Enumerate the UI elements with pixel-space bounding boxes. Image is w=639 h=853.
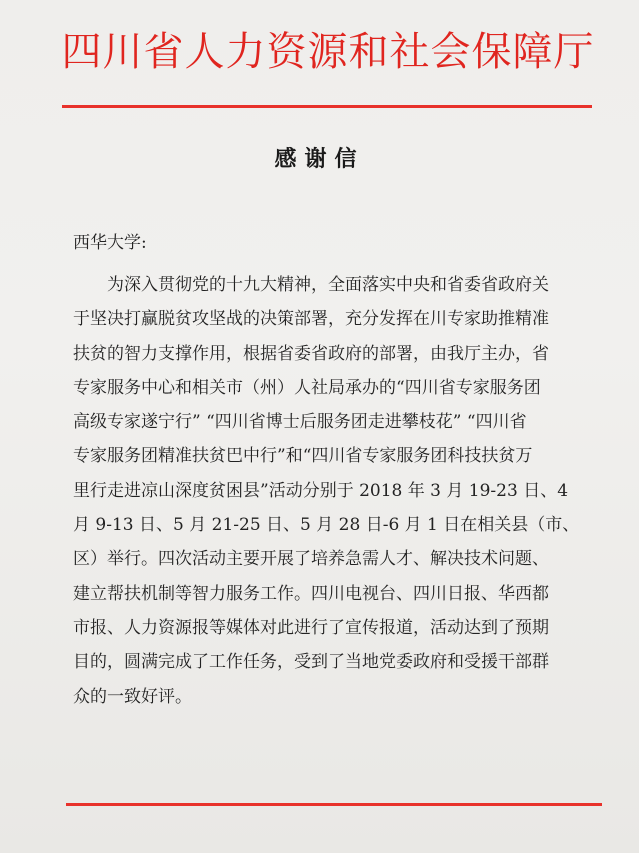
body-line: 建立帮扶机制等智力服务工作。四川电视台、四川日报、华西都: [73, 583, 549, 604]
salutation: 西华大学:: [73, 233, 147, 253]
body-line: 扶贫的智力支撑作用，根据省委省政府的部署，由我厅主办，省: [73, 343, 549, 364]
body-line: 里行走进凉山深度贫困县”活动分别于 2018 年 3 月 19-23 日、4: [73, 480, 569, 501]
letterhead-title: 四川省人力资源和社会保障厅: [61, 29, 595, 75]
document-title: 感谢信: [274, 147, 365, 172]
body-line: 区）举行。四次活动主要开展了培养急需人才、解决技术问题、: [73, 549, 549, 570]
letterhead-rule-top: [62, 105, 592, 108]
body-line: 月 9-13 日、5 月 21-25 日、5 月 28 日-6 月 1 日在相关县（市、: [73, 515, 580, 536]
body-line: 市报、人力资源报等媒体对此进行了宣传报道，活动达到了预期: [73, 617, 549, 638]
body-line: 专家服务中心和相关市（州）人社局承办的“四川省专家服务团: [73, 377, 541, 398]
letter-body: [73, 268, 593, 714]
body-line: 高级专家遂宁行” “四川省博士后服务团走进攀枝花” “四川省: [73, 412, 527, 433]
body-line: 目的，圆满完成了工作任务，受到了当地党委政府和受援干部群: [73, 652, 549, 673]
body-line: 众的一致好评。: [73, 686, 192, 707]
body-line: 为深入贯彻党的十九大精神，全面落实中央和省委省政府关: [107, 275, 549, 295]
body-line: 专家服务团精准扶贫巴中行”和“四川省专家服务团科技扶贫万: [73, 446, 533, 467]
footer-rule: [66, 803, 602, 806]
body-line: 于坚决打赢脱贫攻坚战的决策部署，充分发挥在川专家助推精准: [73, 309, 549, 330]
